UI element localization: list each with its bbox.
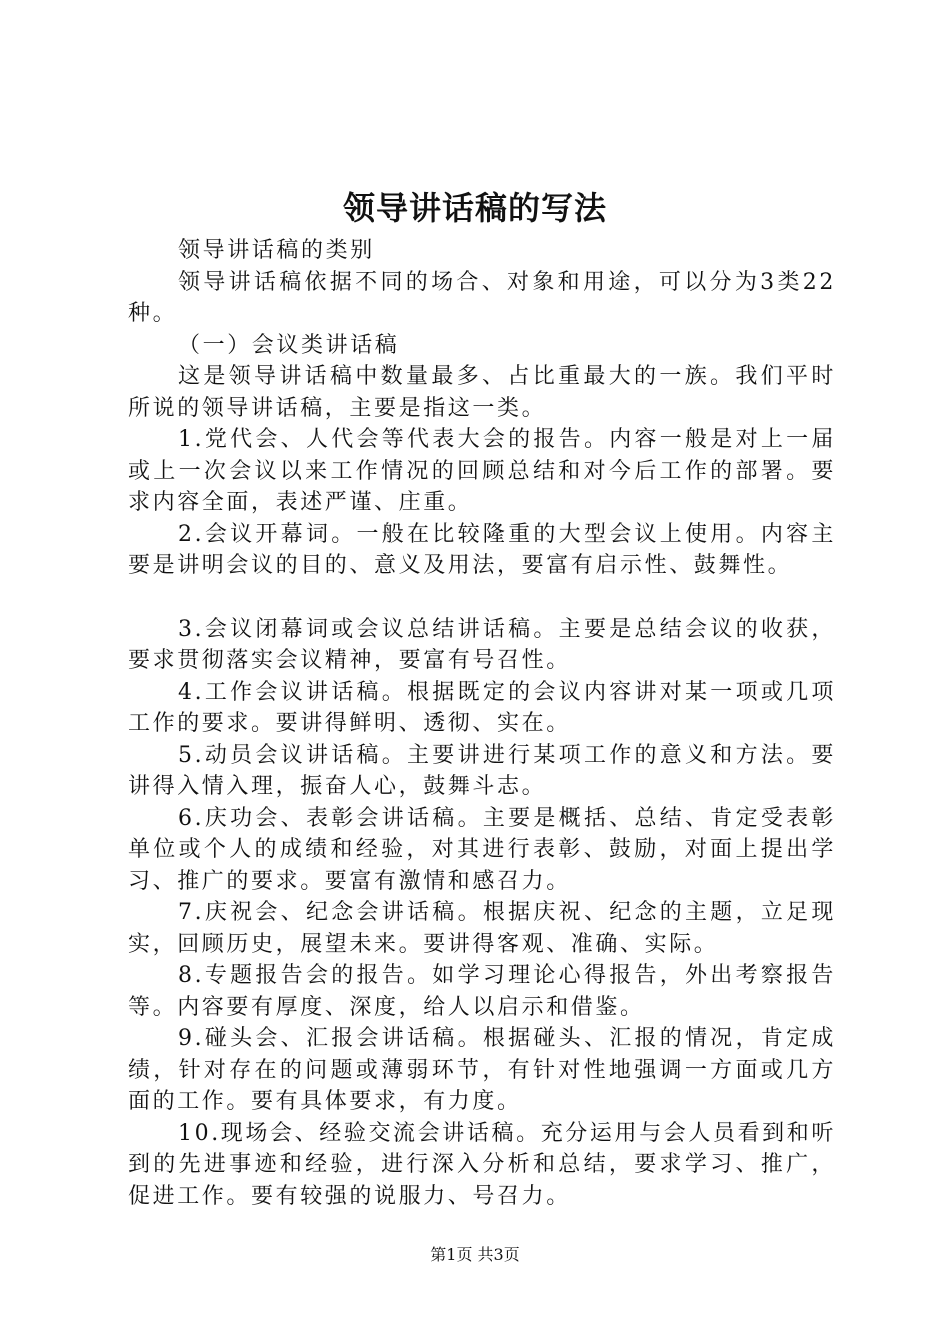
paragraph-item-6: 6.庆功会、表彰会讲话稿。主要是概括、总结、肯定受表彰单位或个人的成绩和经验，对其进行表彰、鼓励，对面上提出学习、推广的要求。要富有激情和感召力。: [128, 805, 836, 894]
paragraph-item-4: 4.工作会议讲话稿。根据既定的会议内容讲对某一项或几项工作的要求。要讲得鲜明、透彻、实在。: [128, 679, 836, 736]
paragraph-item-3: 3.会议闭幕词或会议总结讲话稿。主要是总结会议的收获，要求贯彻落实会议精神，要富有号召性。: [128, 616, 836, 673]
paragraph-item-5: 5.动员会议讲话稿。主要讲进行某项工作的意义和方法。要讲得入情入理，振奋人心，鼓舞斗志。: [128, 742, 836, 799]
paragraph-item-8: 8.专题报告会的报告。如学习理论心得报告，外出考察报告等。内容要有厚度、深度，给人以启示和借鉴。: [128, 963, 836, 1020]
paragraph-section-intro: 这是领导讲话稿中数量最多、占比重最大的一族。我们平时所说的领导讲话稿，主要是指这一类。: [128, 364, 836, 421]
paragraph-section-heading: （一）会议类讲话稿: [178, 332, 400, 358]
paragraph-item-9: 9.碰头会、汇报会讲话稿。根据碰头、汇报的情况，肯定成绩，针对存在的问题或薄弱环节，有针对性地强调一方面或几方面的工作。要有具体要求，有力度。: [128, 1026, 836, 1114]
paragraph-item-7: 7.庆祝会、纪念会讲话稿。根据庆祝、纪念的主题，立足现实，回顾历史，展望未来。要讲得客观、准确、实际。: [128, 900, 836, 957]
paragraph-intro: 领导讲话稿依据不同的场合、对象和用途，可以分为3类22种。: [128, 269, 836, 326]
document-title: 领导讲话稿的写法: [342, 189, 607, 227]
document-body: [128, 235, 836, 1212]
page-number-footer: 第1页 共3页: [430, 1245, 520, 1264]
paragraph-category-heading: 领导讲话稿的类别: [178, 238, 375, 263]
paragraph-item-10: 10.现场会、经验交流会讲话稿。充分运用与会人员看到和听到的先进事迹和经验，进行深入分析和总结，要求学习、推广，促进工作。要有较强的说服力、号召力。: [128, 1120, 836, 1209]
paragraph-item-1: 1.党代会、人代会等代表大会的报告。内容一般是对上一届或上一次会议以来工作情况的回顾总结和对今后工作的部署。要求内容全面，表述严谨、庄重。: [128, 427, 836, 515]
paragraph-item-2: 2.会议开幕词。一般在比较隆重的大型会议上使用。内容主要是讲明会议的目的、意义及用法，要富有启示性、鼓舞性。: [128, 521, 836, 578]
